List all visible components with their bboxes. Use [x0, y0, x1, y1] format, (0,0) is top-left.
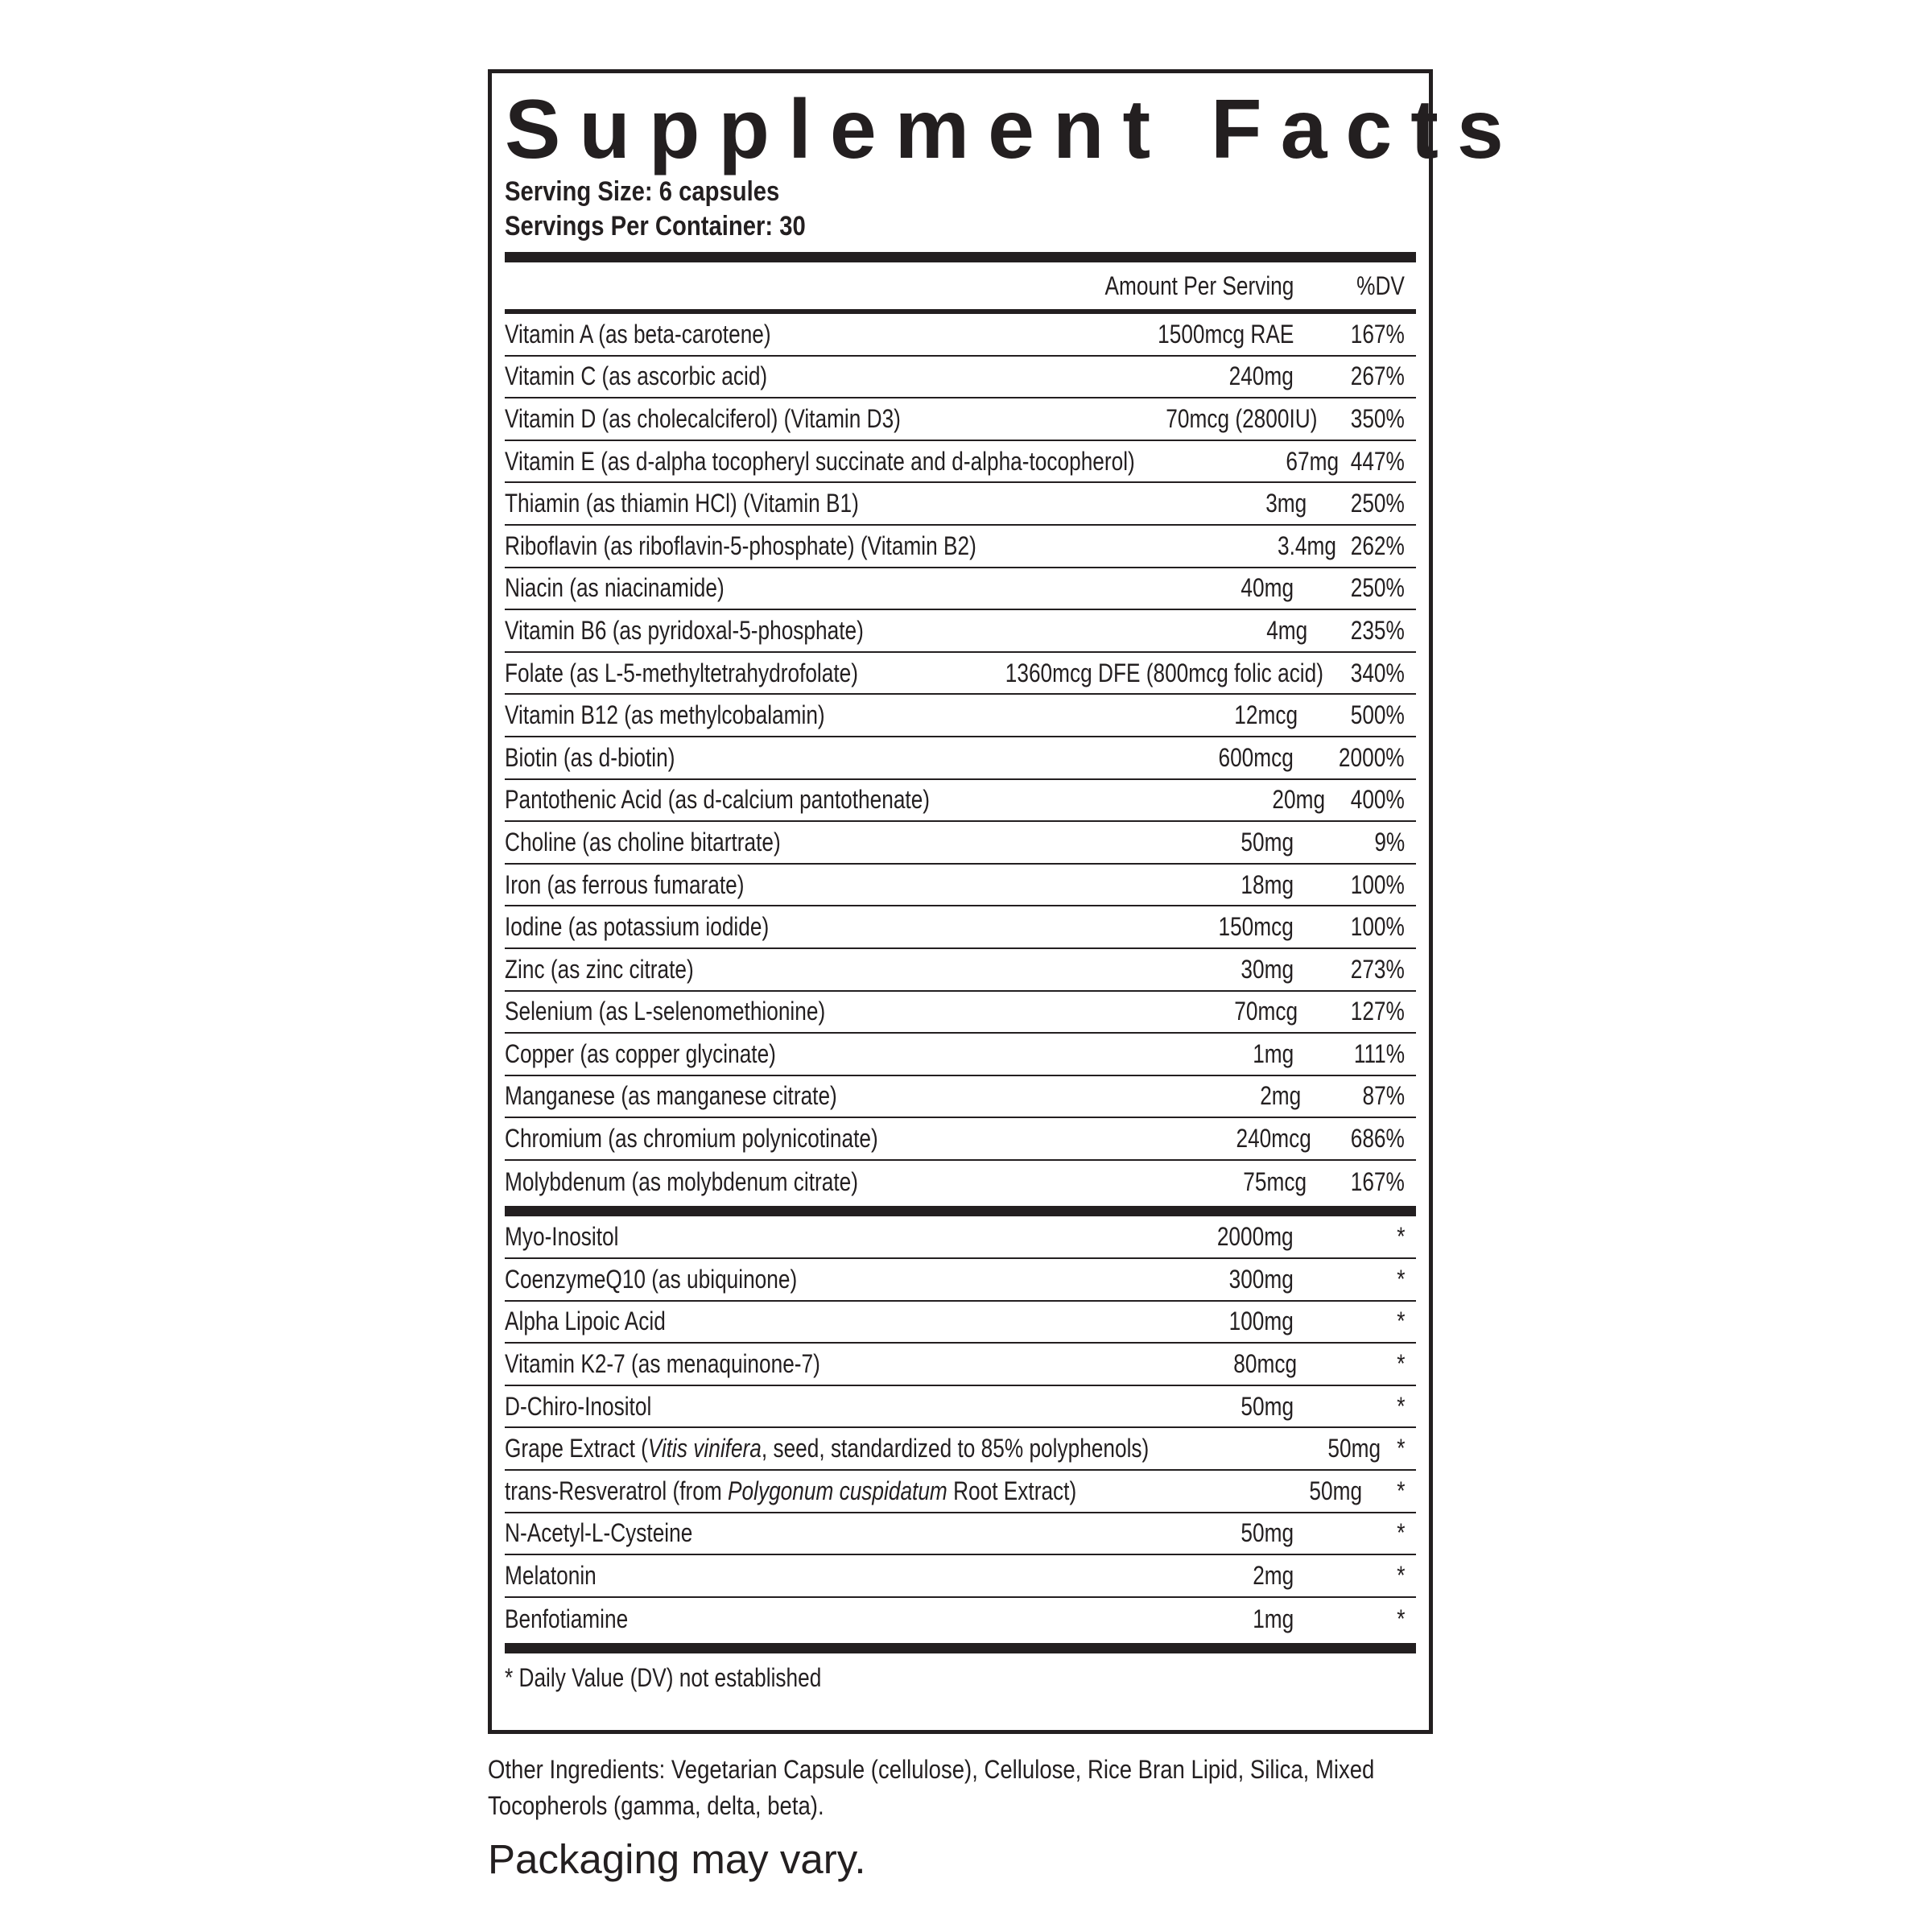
nutrient-row: [505, 1034, 1416, 1076]
nutrient-row: [505, 526, 1416, 568]
nutrient-dv: *: [1396, 1434, 1405, 1463]
nutrient-dv: 167%: [1350, 319, 1405, 349]
nutrient-amount: 70mcg (2800IU): [1166, 403, 1318, 433]
nutrient-dv: 111%: [1353, 1038, 1405, 1068]
nutrient-name: Riboflavin (as riboflavin-5-phosphate) (Vitamin B2): [505, 530, 976, 560]
nutrient-row: [505, 314, 1416, 357]
footnote-text: * Daily Value (DV) not established: [505, 1662, 822, 1692]
nutrient-dv: 350%: [1350, 403, 1405, 433]
ingredient-row: [505, 1344, 1416, 1386]
nutrient-amount: 240mg: [1228, 361, 1294, 391]
nutrient-name: Benfotiamine: [505, 1604, 629, 1633]
nutrient-amount: 3.4mg: [1278, 530, 1337, 560]
ingredient-row: [505, 1216, 1416, 1259]
nutrient-amount: 240mcg: [1236, 1124, 1312, 1154]
nutrient-dv: 2000%: [1339, 742, 1405, 772]
nutrient-amount: 600mcg: [1218, 742, 1294, 772]
nutrient-dv: 400%: [1350, 785, 1405, 815]
supplement-facts-panel: [488, 69, 1522, 1734]
nutrient-name: Selenium (as L-selenomethionine): [505, 997, 826, 1026]
nutrient-row: [505, 441, 1416, 484]
nutrient-name: D-Chiro-Inositol: [505, 1391, 652, 1421]
nutrient-dv: 250%: [1350, 573, 1405, 603]
nutrient-dv: 267%: [1350, 361, 1405, 391]
ingredient-row: [505, 1598, 1416, 1641]
nutrient-name: Iron (as ferrous fumarate): [505, 869, 745, 899]
nutrient-amount: 50mg: [1309, 1476, 1363, 1505]
nutrient-row: [505, 357, 1416, 399]
nutrient-amount: 1360mcg DFE (800mcg folic acid): [1005, 658, 1324, 687]
nutrient-row: [505, 398, 1416, 441]
nutrient-name: CoenzymeQ10 (as ubiquinone): [505, 1264, 798, 1294]
nutrient-name: Melatonin: [505, 1561, 597, 1591]
ingredient-row: [505, 1259, 1416, 1302]
nutrient-dv: *: [1396, 1391, 1405, 1421]
nutrient-amount: 18mg: [1241, 869, 1294, 899]
nutrient-amount: 50mg: [1327, 1434, 1381, 1463]
nutrient-dv: *: [1396, 1349, 1405, 1379]
nutrient-name: trans-Resveratrol (from Polygonum cuspidatum Root Extract): [505, 1476, 1077, 1505]
nutrient-dv: *: [1396, 1476, 1405, 1505]
nutrient-amount: 40mg: [1241, 573, 1294, 603]
nutrient-row: [505, 822, 1416, 865]
nutrient-dv: 500%: [1350, 700, 1405, 730]
nutrient-name: N-Acetyl-L-Cysteine: [505, 1518, 693, 1548]
nutrient-amount: 2000mg: [1217, 1222, 1294, 1252]
nutrient-row: [505, 653, 1416, 696]
nutrient-amount: 50mg: [1241, 1518, 1294, 1548]
ingredient-row: [505, 1555, 1416, 1598]
panel-title: Supplement Facts: [505, 83, 1522, 176]
nutrient-amount: 4mg: [1266, 615, 1308, 645]
nutrient-row: [505, 992, 1416, 1034]
nutrient-row: [505, 483, 1416, 526]
nutrient-dv: 262%: [1350, 530, 1405, 560]
nutrient-dv: 340%: [1350, 658, 1405, 687]
nutrient-dv: 235%: [1350, 615, 1405, 645]
nutrient-row: [505, 1161, 1416, 1203]
nutrient-amount: 70mcg: [1234, 997, 1298, 1026]
nutrient-amount: 1mg: [1252, 1038, 1294, 1068]
nutrient-name: Myo-Inositol: [505, 1222, 619, 1252]
nutrient-dv: 250%: [1350, 489, 1405, 518]
divider-thick: [505, 252, 1416, 262]
ingredient-row: [505, 1302, 1416, 1344]
nutrient-dv: 100%: [1350, 912, 1405, 942]
section-divider-bottom: [505, 1643, 1416, 1653]
nutrient-dv: *: [1396, 1518, 1405, 1548]
serving-size: Serving Size: 6 capsules: [505, 176, 780, 207]
nutrient-name: Thiamin (as thiamin HCl) (Vitamin B1): [505, 489, 859, 518]
nutrient-amount: 2mg: [1252, 1561, 1294, 1591]
nutrient-name: Vitamin B12 (as methylcobalamin): [505, 700, 825, 730]
nutrient-name: Niacin (as niacinamide): [505, 573, 724, 603]
nutrient-row: [505, 610, 1416, 653]
nutrient-dv: 100%: [1350, 869, 1405, 899]
other-ingredient-list: [505, 1216, 1416, 1640]
nutrient-name: Manganese (as manganese citrate): [505, 1081, 837, 1111]
ingredient-row: [505, 1471, 1416, 1513]
nutrient-amount: 20mg: [1271, 785, 1325, 815]
nutrient-name: Vitamin A (as beta-carotene): [505, 319, 771, 349]
nutrient-dv: *: [1396, 1604, 1405, 1633]
nutrient-amount: 30mg: [1241, 954, 1294, 984]
nutrient-dv: *: [1396, 1264, 1405, 1294]
nutrient-amount: 50mg: [1241, 1391, 1294, 1421]
packaging-note: Packaging may vary.: [488, 1836, 866, 1882]
ingredient-row: [505, 1386, 1416, 1429]
nutrient-dv: *: [1396, 1561, 1405, 1591]
nutrient-name: Copper (as copper glycinate): [505, 1038, 776, 1068]
ingredient-row: [505, 1513, 1416, 1556]
nutrient-dv: 87%: [1362, 1081, 1405, 1111]
footnote: [505, 1653, 1416, 1702]
nutrient-name: Molybdenum (as molybdenum citrate): [505, 1166, 858, 1196]
vitamin-list: [505, 314, 1416, 1203]
column-header-row: [505, 262, 1416, 309]
nutrient-dv: *: [1396, 1222, 1405, 1252]
nutrient-dv: 686%: [1350, 1124, 1405, 1154]
nutrient-amount: 3mg: [1265, 489, 1307, 518]
nutrient-row: [505, 1118, 1416, 1161]
nutrient-amount: 12mcg: [1234, 700, 1298, 730]
other-ingredients: [488, 1752, 1433, 1824]
section-divider: [505, 1206, 1416, 1216]
nutrient-row: [505, 737, 1416, 780]
nutrient-dv: 447%: [1350, 446, 1405, 476]
header-dv: %DV: [1356, 270, 1405, 300]
nutrient-row: [505, 568, 1416, 611]
nutrient-row: [505, 695, 1416, 737]
nutrient-dv: 167%: [1350, 1166, 1405, 1196]
nutrient-dv: *: [1396, 1307, 1405, 1336]
nutrient-name: Zinc (as zinc citrate): [505, 954, 694, 984]
nutrient-amount: 80mcg: [1232, 1349, 1297, 1379]
nutrient-amount: 150mcg: [1218, 912, 1294, 942]
nutrient-name: Vitamin B6 (as pyridoxal-5-phosphate): [505, 615, 864, 645]
nutrient-name: Pantothenic Acid (as d-calcium pantothenate): [505, 785, 931, 815]
nutrient-amount: 50mg: [1241, 827, 1294, 857]
nutrient-name: Grape Extract (Vitis vinifera, seed, standardized to 85% polyphenols): [505, 1434, 1150, 1463]
nutrient-name: Folate (as L-5-methyltetrahydrofolate): [505, 658, 858, 687]
nutrient-amount: 1500mcg RAE: [1157, 319, 1294, 349]
other-ingredients-text: Other Ingredients: Vegetarian Capsule (cellulose), Cellulose, Rice Bran Lipid, Silica, Mixed Tocopherols (gamma, delta, beta).: [488, 1755, 1375, 1820]
nutrient-dv: 127%: [1350, 997, 1405, 1026]
nutrient-amount: 75mcg: [1243, 1166, 1307, 1196]
nutrient-name: Alpha Lipoic Acid: [505, 1307, 666, 1336]
servings-per-container: Servings Per Container: 30: [505, 211, 806, 242]
nutrient-name: Biotin (as d-biotin): [505, 742, 675, 772]
nutrient-name: Choline (as choline bitartrate): [505, 827, 781, 857]
nutrient-row: [505, 949, 1416, 992]
header-amount: Amount Per Serving: [1104, 270, 1294, 300]
nutrient-amount: 300mg: [1228, 1264, 1294, 1294]
nutrient-dv: 9%: [1374, 827, 1405, 857]
nutrient-row: [505, 780, 1416, 823]
nutrient-amount: 1mg: [1252, 1604, 1294, 1633]
nutrient-name: Vitamin E (as d-alpha tocopheryl succinate and d-alpha-tocopherol): [505, 446, 1135, 476]
nutrient-row: [505, 906, 1416, 949]
nutrient-name: Vitamin D (as cholecalciferol) (Vitamin D3): [505, 403, 901, 433]
nutrient-name: Vitamin K2-7 (as menaquinone-7): [505, 1349, 820, 1379]
nutrient-amount: 100mg: [1228, 1307, 1294, 1336]
nutrient-amount: 67mg: [1286, 446, 1340, 476]
nutrient-name: Chromium (as chromium polynicotinate): [505, 1124, 878, 1154]
nutrient-name: Iodine (as potassium iodide): [505, 912, 770, 942]
nutrient-row: [505, 1076, 1416, 1119]
nutrient-dv: 273%: [1350, 954, 1405, 984]
nutrient-amount: 2mg: [1260, 1081, 1302, 1111]
nutrient-row: [505, 865, 1416, 907]
ingredient-row: [505, 1428, 1416, 1471]
nutrient-name: Vitamin C (as ascorbic acid): [505, 361, 768, 391]
